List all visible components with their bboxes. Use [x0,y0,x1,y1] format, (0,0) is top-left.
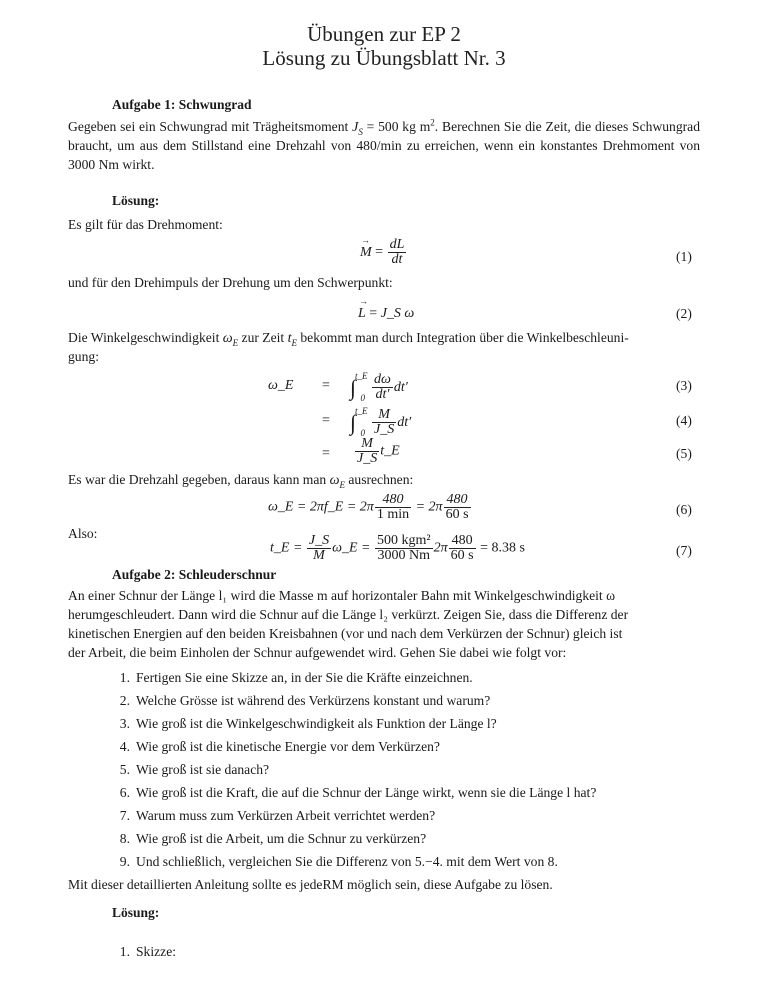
closing-text: Mit dieser detaillierten Anleitung sollte es jedeRM möglich sein, diese Aufgabe zu lösen. [68,877,553,892]
document-title-line1: Übungen zur EP 2 [307,22,461,46]
list-text: Und schließlich, vergleichen Sie die Differenz von 5.−4. mit dem Wert von 8. [136,854,558,869]
statement-text: Gegeben sei ein Schwungrad mit Trägheitsmoment [68,119,353,134]
eq7-num2: 500 kgm² [377,533,431,548]
equation-7 [270,534,525,563]
list-number: 2. [119,693,130,708]
eq4-denominator: J_S [374,422,395,438]
eq7-den3: 60 s [450,548,474,563]
equation-6 [268,493,472,522]
eq6-den2: 60 s [445,507,469,522]
list-number: 1. [119,944,130,959]
eq4-number: (4) [676,413,692,428]
equation-4-rhs: ∫$^{t\_E}_0$ $\frac{M}{J\_S}$ dt′ [350,406,412,438]
equation-3-equals: = [322,378,330,393]
eq7-den1: M [313,548,325,563]
eq5-numerator: M [355,437,379,452]
eq6-den1: 1 min [376,507,410,522]
eq1-number: (1) [676,249,692,264]
text-angular-momentum: und für den Drehimpuls der Drehung um den Schwerpunkt: [68,275,393,290]
eq3-upper-limit: t_E [355,371,368,381]
equation-5-rhs [354,437,400,466]
list-item [108,714,497,733]
integration-text-1: Die Winkelgeschwindigkeit [68,330,223,345]
list-text: Fertigen Sie eine Skizze an, in der Sie die Kräfte einzeichnen. [136,670,473,685]
list-number: 8. [119,831,130,846]
eq7-part3: 2π [433,540,448,556]
eq7-part2: ω_E = [332,540,371,556]
list-text: Skizze: [136,944,177,959]
rpm-text-2: ausrechnen: [344,472,414,487]
eq2-number: (2) [676,306,692,321]
text-integration-cont: gung: [68,349,99,364]
list-number: 4. [119,739,130,754]
task1-solution-label: Lösung: [112,193,160,208]
eq3-lower-limit: 0 [360,393,366,403]
equation-4-equals: = [322,413,330,428]
statement-line: kinetischen Energien auf den beiden Kreisbahnen (vor und nach dem Verkürzen der Schnur) gleich ist [68,626,623,641]
equation-3-rhs: ∫$^{t\_E}_0$ $\frac{d\omega}{dt'}$ dt′ [350,371,408,403]
statement-line: der Arbeit, die beim Einholen der Schnur aufgewendet wird. Gehen Sie dabei wie folgt vor: [68,645,567,660]
eq5-number: (5) [676,446,692,461]
inertia-value: = 500 kg m [366,119,431,134]
text-torque: Es gilt für das Drehmoment: [68,217,223,232]
list-item [108,806,435,825]
eq6-number: (6) [676,502,692,517]
statement-text-rest: . Berechnen Sie die Zeit, die dieses Schwungrad braucht, um aus dem Stillstand eine Drehzahl von 480/min zu erreichen, wenn ein konstantes Drehmoment von 3000 Nm wirkt. [68,119,701,172]
statement-line: herumgeschleudert. Dann wird die Schnur auf die Länge l₂ verkürzt. Zeigen Sie, dass die Differenz der [68,607,629,622]
eq7-part1: t_E = [270,540,303,556]
eq6-part1: ω_E = 2πf_E = 2π [268,499,374,515]
list-number: 9. [119,854,130,869]
list-text: Wie groß ist die kinetische Energie vor dem Verkürzen? [136,739,440,754]
list-text: Wie groß ist sie danach? [136,762,270,777]
list-item [108,668,473,687]
eq7-number: (7) [676,543,692,558]
eq1-lhs: → M [360,245,372,261]
eq7-result: = 8.38 s [480,540,525,556]
eq7-den2: 3000 Nm [377,548,431,563]
list-item [108,737,440,756]
eq4-numerator: M [372,408,396,423]
task2-heading: Aufgabe 2: Schleuderschnur [112,567,277,582]
equation-1: → M = $\frac{dL}{dt}$ [360,238,407,267]
statement-line: An einer Schnur der Länge l₁ wird die Masse m auf horizontaler Bahn mit Winkelgeschwindigkeit ω [68,588,616,603]
text-integration: Die Winkelgeschwindigkeit $\omega_E$ zur Zeit $t_E$ bekommt man durch Integration über die Winkelbeschleuni- [68,330,629,348]
list-item [108,852,558,871]
equation-3-lhs: ω_E [268,378,294,393]
eq5-denominator: J_S [357,451,378,466]
eq7-num3: 480 [449,534,476,549]
integration-text-3: bekommt man durch Integration über die Winkelbeschleuni- [296,330,629,345]
list-text: Welche Grösse ist während des Verkürzens konstant und warum? [136,693,491,708]
eq4-tail: dt′ [397,415,412,430]
solution-list-item [108,942,176,961]
list-item [108,829,426,848]
list-text: Wie groß ist die Arbeit, um die Schnur zu verkürzen? [136,831,427,846]
list-number: 6. [119,785,130,800]
equation-5-equals: = [322,446,330,461]
eq1-denominator: dt [391,252,403,267]
eq3-tail: dt′ [393,380,408,395]
eq6-num1: 480 [375,493,411,508]
list-item [108,691,490,710]
integration-text-2: zur Zeit [238,330,288,345]
task1-statement: Gegeben sei ein Schwungrad mit Trägheitsmoment $J_S = 500$ kg $m^2$. Berechnen Sie die Zeit, die dieses Schwungrad braucht, um aus dem Stillstand eine Drehzahl von 480/min zu erreichen, wenn ein konstantes Drehmoment von 3000 Nm wirkt. [68,117,701,172]
equation-2: → L = J_S ω [358,306,414,322]
list-number: 5. [119,762,130,777]
eq7-num1: J_S [308,533,330,548]
list-number: 7. [119,808,130,823]
task1-heading: Aufgabe 1: Schwungrad [112,97,252,112]
rpm-text-1: Es war die Drehzahl gegeben, daraus kann man [68,472,330,487]
eq3-number: (3) [676,378,692,393]
eq1-numerator: dL [389,237,405,252]
eq3-denominator: dt′ [375,387,390,403]
eq2-rhs: J_S ω [380,306,415,321]
list-text: Warum muss zum Verkürzen Arbeit verrichtet werden? [136,808,436,823]
list-text: Wie groß ist die Kraft, die auf die Schnur der Länge wirkt, wenn sie die Länge l hat? [136,785,597,800]
text-also: Also: [68,526,98,541]
eq4-upper-limit: t_E [355,406,368,416]
list-text: Wie groß ist die Winkelgeschwindigkeit als Funktion der Länge l? [136,716,497,731]
list-item [108,760,269,779]
list-item [108,783,596,802]
eq5-tail: t_E [380,443,400,459]
document-title-line2: Lösung zu Übungsblatt Nr. 3 [262,46,506,70]
task2-solution-label: Lösung: [112,905,160,920]
list-number: 3. [119,716,130,731]
eq3-numerator: dω [374,372,391,388]
eq6-part2: = 2π [415,499,443,515]
eq4-lower-limit: 0 [360,428,366,438]
text-rpm: Es war die Drehzahl gegeben, daraus kann man $\omega_E$ ausrechnen: [68,472,414,490]
list-number: 1. [119,670,130,685]
eq2-lhs: → L [358,306,366,322]
eq6-num2: 480 [444,493,471,508]
